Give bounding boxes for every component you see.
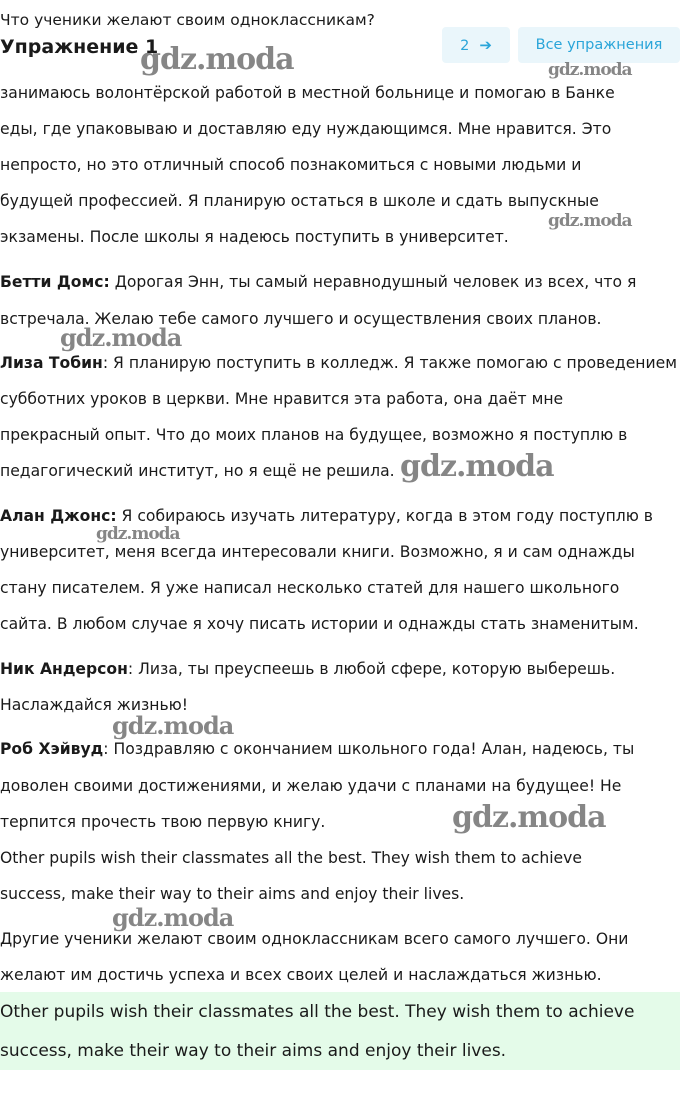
nick-text: : Лиза, ты преуспеешь в любой сфере, которую выберешь. — [127, 660, 616, 678]
betty-line-1 — [0, 270, 636, 294]
watermark-logo: gdz.moda — [400, 449, 554, 484]
intro-line-1: занимаюсь волонтёрской работой в местной больнице и помогаю в Банке — [0, 84, 615, 102]
alan-text: Я собираюсь изучать литературу, когда в этом году поступлю в — [116, 507, 654, 525]
speaker-name: Ник Андерсон — [0, 660, 128, 678]
highlight-answer-line-2: success, make their way to their aims and enjoy their lives. — [0, 1041, 507, 1061]
rob-line-2: доволен своими достижениями, и желаю удачи с планами на будущее! Не — [0, 777, 622, 795]
watermark-logo: gdz.moda — [548, 211, 632, 231]
highlight-answer-line-1: Other pupils wish their classmates all the best. They wish them to achieve — [0, 1002, 635, 1022]
watermark-logo: gdz.moda — [548, 60, 632, 80]
intro-line-3: непросто, но это отличный способ познакомиться с новыми людьми и — [0, 156, 582, 174]
alan-line-2: университет, меня всегда интересовали книги. Возможно, я и сам однажды — [0, 543, 635, 561]
watermark-logo: gdz.moda — [452, 800, 606, 835]
answer-highlight-block — [0, 992, 680, 1070]
liza-line-2: субботних уроков в церкви. Мне нравится эта работа, она даёт мне — [0, 390, 564, 408]
betty-line-2: встречала. Желаю тебе самого лучшего и осуществления своих планов. — [0, 310, 602, 328]
alan-line-1 — [0, 504, 653, 528]
english-answer-line-1: Other pupils wish their classmates all the best. They wish them to achieve — [0, 849, 582, 867]
intro-line-2: еды, где упаковываю и доставляю еду нуждающимся. Мне нравится. Это — [0, 120, 612, 138]
next-exercise-button[interactable] — [442, 27, 510, 63]
watermark-logo: gdz.moda — [112, 903, 234, 932]
speaker-name: Алан Джонс: — [0, 507, 117, 525]
nick-line-1 — [0, 657, 615, 681]
all-exercises-button[interactable]: Все упражнения — [518, 27, 680, 63]
alan-line-4: сайта. В любом случае я хочу писать истории и однажды стать знаменитым. — [0, 615, 639, 633]
alan-line-3: стану писателем. Я уже написал несколько статей для нашего школьного — [0, 579, 620, 597]
liza-line-4: педагогический институт, но я ещё не решила. — [0, 462, 395, 480]
nick-line-2: Наслаждайся жизнью! — [0, 696, 189, 714]
liza-line-3: прекрасный опыт. Что до моих планов на будущее, возможно я поступлю в — [0, 426, 628, 444]
liza-text: : Я планирую поступить в колледж. Я также помогаю с проведением — [102, 354, 677, 372]
next-exercise-label: 2 — [460, 38, 470, 54]
betty-text: Дорогая Энн, ты самый неравнодушный человек из всех, что я — [109, 273, 637, 291]
question-text: Что ученики желают своим одноклассникам? — [0, 11, 375, 29]
liza-line-1 — [0, 351, 677, 375]
rob-text: : Поздравляю с окончанием школьного года! Алан, надеюсь, ты — [103, 740, 635, 758]
intro-line-4: будущей профессией. Я планирую остаться в школе и сдать выпускные — [0, 192, 599, 210]
speaker-name: Бетти Домс: — [0, 273, 110, 291]
russian-answer-line-1: Другие ученики желают своим одноклассникам всего самого лучшего. Они — [0, 930, 629, 948]
russian-answer-line-2: желают им достичь успеха и всех своих целей и наслаждаться жизнью. — [0, 966, 602, 984]
speaker-name: Лиза Тобин — [0, 354, 103, 372]
rob-line-1 — [0, 737, 634, 761]
page-title: Упражнение 1 — [0, 36, 159, 58]
watermark-logo: gdz.moda — [60, 323, 182, 352]
english-answer-line-2: success, make their way to their aims and enjoy their lives. — [0, 885, 465, 903]
arrow-right-icon: ➔ — [479, 36, 492, 54]
intro-line-5: экзамены. После школы я надеюсь поступить в университет. — [0, 228, 509, 246]
watermark-logo: gdz.moda — [112, 711, 234, 740]
rob-line-3: терпится прочесть твою первую книгу. — [0, 813, 326, 831]
speaker-name: Роб Хэйвуд — [0, 740, 104, 758]
watermark-logo: gdz.moda — [140, 42, 294, 77]
watermark-logo: gdz.moda — [96, 524, 180, 544]
